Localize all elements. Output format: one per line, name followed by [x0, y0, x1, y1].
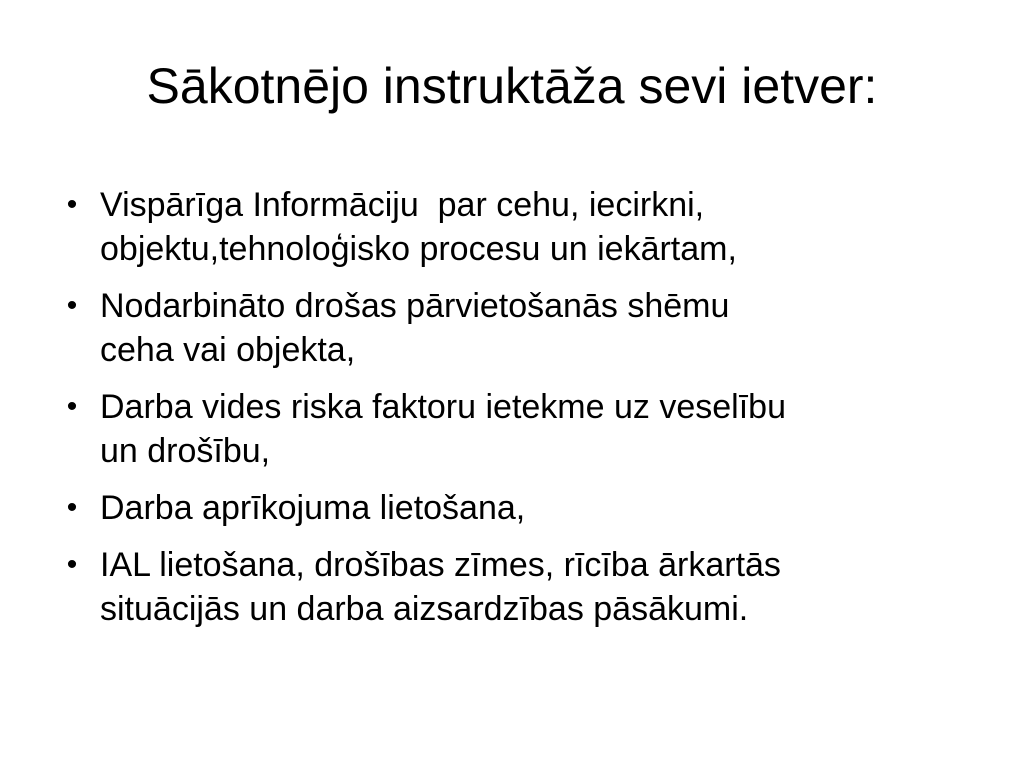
- slide-title: Sākotnējo instruktāža sevi ietver:: [146, 58, 878, 114]
- list-item-line: situācijās un darba aizsardzības pāsākumi.: [100, 590, 749, 628]
- list-item-line: un drošību,: [100, 432, 271, 470]
- list-item: [58, 543, 958, 631]
- list-item: [58, 385, 958, 473]
- bullet-icon: •: [66, 548, 78, 581]
- bullet-icon: •: [66, 188, 78, 221]
- list-item-line: ceha vai objekta,: [100, 331, 356, 369]
- list-item: [58, 486, 958, 530]
- list-item-line: objektu,tehnoloģisko procesu un iekārtam,: [100, 230, 737, 268]
- list-item-line: Darba vides riska faktoru ietekme uz veselību: [100, 388, 786, 426]
- bullet-list: [58, 183, 958, 644]
- list-item-line: Vispārīga Informāciju par cehu, iecirkni,: [100, 186, 705, 224]
- bullet-icon: •: [66, 491, 78, 524]
- list-item-line: Darba aprīkojuma lietošana,: [100, 489, 526, 527]
- list-item: [58, 183, 958, 271]
- list-item-line: IAL lietošana, drošības zīmes, rīcība ārkartās: [100, 546, 781, 584]
- bullet-icon: •: [66, 390, 78, 423]
- bullet-icon: •: [66, 289, 78, 322]
- list-item-line: Nodarbināto drošas pārvietošanās shēmu: [100, 287, 730, 325]
- list-item: [58, 284, 958, 372]
